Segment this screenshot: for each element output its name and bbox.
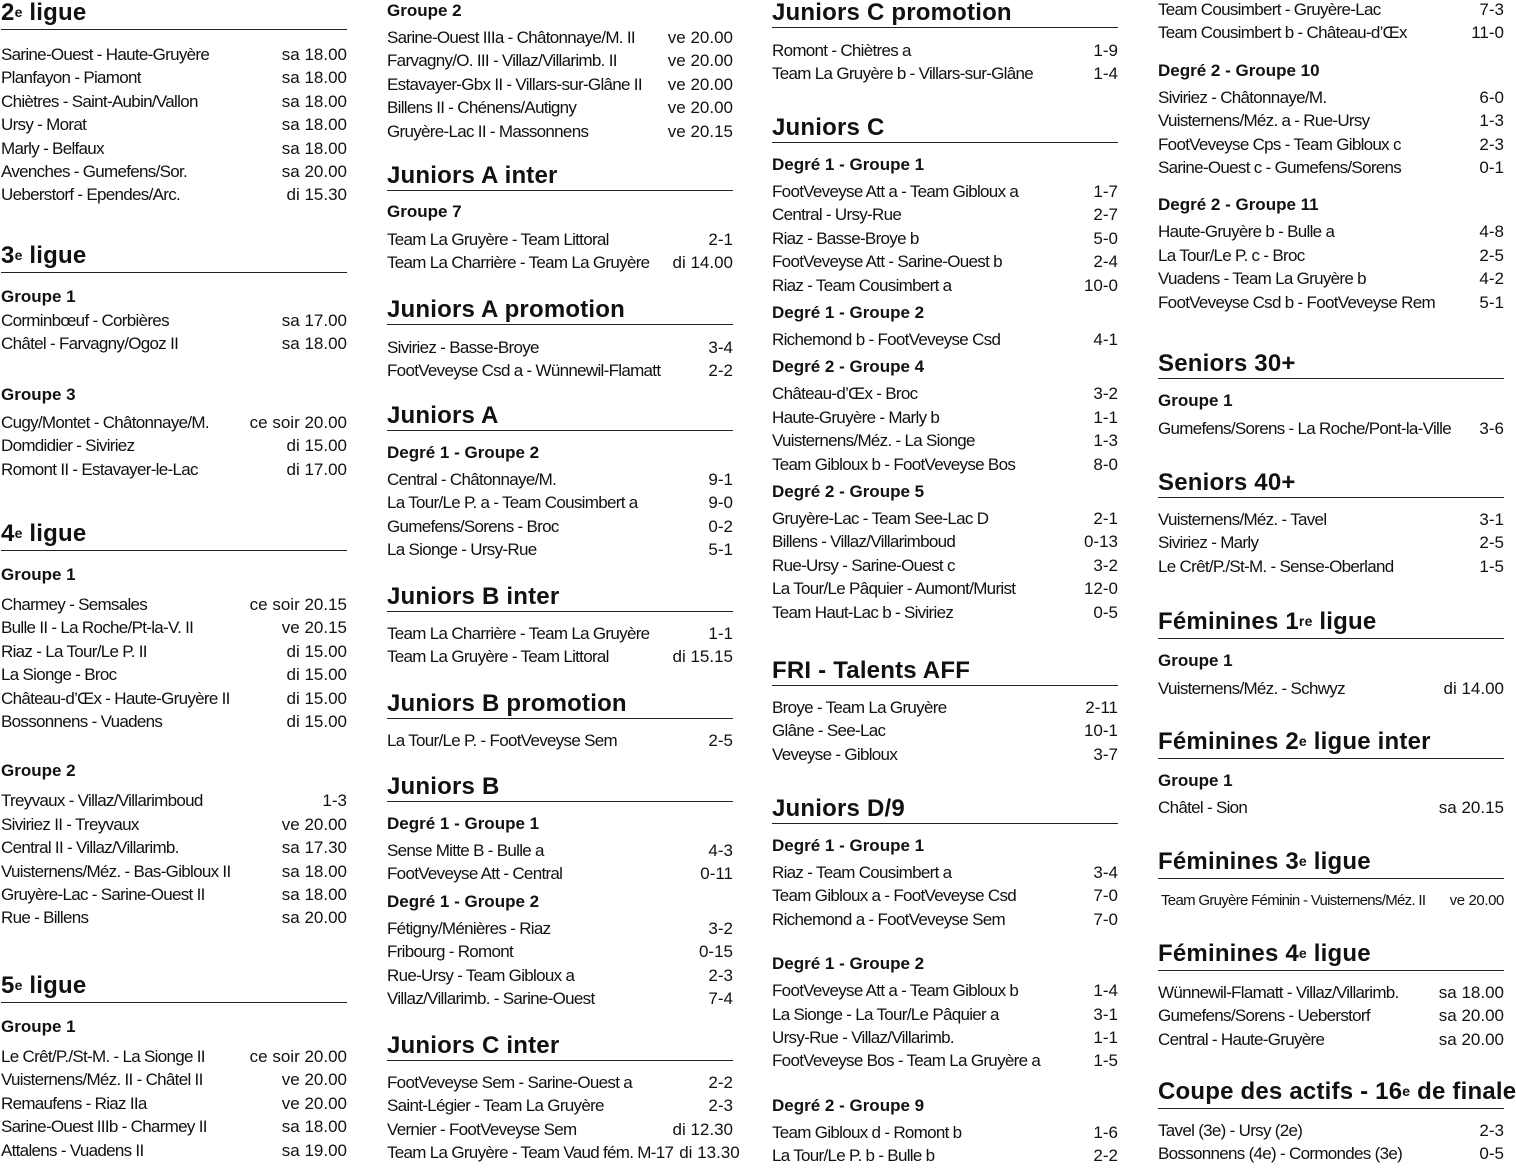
section [1,973,347,1162]
match-row: Le Crêt/P./St-M. - Sense-Oberland 1-5 [1158,556,1504,576]
section-title: Seniors 40+ [1158,470,1504,498]
section-title: Féminines 4e ligue [1158,941,1504,971]
section [387,691,733,752]
group-title: Groupe 1 [1,287,76,306]
section-title: Juniors C promotion [772,0,1118,28]
match-row: Vuisternens/Méz. - La Sionge 1-3 [772,431,1118,451]
section-title: Juniors D/9 [772,796,1118,824]
match-row: Vuisternens/Méz. - Bas-Gibloux II sa 18.00 [1,861,347,881]
group-title: Degré 2 - Groupe 10 [1158,60,1320,80]
match-row: Haute-Gruyère - Marly b 1-1 [772,407,1118,427]
section [1158,729,1504,819]
match-row: FootVeveyse Sem - Sarine-Ouest a 2-2 [387,1073,733,1092]
match-row: Gumefens/Sorens - Ueberstorf sa 20.00 [1158,1006,1504,1026]
match-row: Farvagny/O. III - Villaz/Villarimb. II ve 20.00 [387,51,733,71]
match-row: Treyvaux - Villaz/Villarimboud 1-3 [1,791,347,811]
section-title: Féminines 2e ligue inter [1158,729,1504,759]
group-title: Degré 2 - Groupe 11 [1158,195,1319,215]
match-row: Team La Gruyère - Team Vaud fém. M-17 di 13.30 [387,1143,740,1163]
match-row: Siviriez - Châtonnaye/M. 6-0 [1158,87,1504,107]
match-row: La Sionge - Broc di 15.00 [1,665,347,685]
match-row: Vuisternens/Méz. - Tavel 3-1 [1158,510,1504,529]
section-title: Féminines 3e ligue [1158,849,1504,879]
group-title: Groupe 2 [387,1,462,20]
group-title: Degré 1 - Groupe 2 [772,303,925,323]
group-title: Groupe 2 [1,761,76,781]
match-row: Vuadens - Team La Gruyère b 4-2 [1158,269,1504,289]
match-row: FootVeveyse Att - Central 0-11 [387,864,733,884]
match-row: Vernier - FootVeveyse Sem di 12.30 [387,1119,733,1139]
group-title: Degré 2 - Groupe 5 [772,482,925,502]
match-row: Team Cousimbert - Gruyère-Lac 7-3 [1158,0,1504,19]
match-row: Sarine-Ouest IIIa - Châtonnaye/M. II ve 20.00 [387,28,733,47]
match-row: Rue-Ursy - Team Gibloux a 2-3 [387,965,733,985]
match-row: Tavel (3e) - Ursy (2e) 2-3 [1158,1121,1504,1140]
match-row: Cugy/Montet - Châtonnaye/M. ce soir 20.00 [1,412,347,432]
match-row: FootVeveyse Att a - Team Gibloux a 1-7 [772,182,1118,201]
match-row: Team La Gruyère - Team Littoral 2-1 [387,230,733,249]
match-row: La Sionge - La Tour/Le Pâquier a 3-1 [772,1004,1118,1024]
section-title: Coupe des actifs - 16e de finale [1158,1079,1504,1109]
section [1158,0,1504,314]
match-row: Ursy - Morat sa 18.00 [1,115,347,135]
match-row: Billens - Villaz/Villarimboud 0-13 [772,532,1118,552]
match-row: Gruyère-Lac - Team See-Lac D 2-1 [772,509,1118,529]
match-row: Siviriez II - Treyvaux ve 20.00 [1,814,347,834]
match-row: Planfayon - Piamont sa 18.00 [1,68,347,88]
match-row: Château-d’Œx - Broc 3-2 [772,384,1118,404]
match-row: Châtel - Sion sa 20.15 [1158,798,1504,817]
match-row: Sarine-Ouest - Haute-Gruyère sa 18.00 [1,45,347,64]
match-row: Riaz - Basse-Broye b 5-0 [772,228,1118,248]
section-title: 5e ligue [1,973,347,1003]
section [772,0,1118,86]
match-row: La Tour/Le P. b - Bulle b 2-2 [772,1146,1118,1166]
section [1,0,347,207]
match-row: Sarine-Ouest c - Gumefens/Sorens 0-1 [1158,158,1504,178]
match-row: Le Crêt/P./St-M. - La Sionge II ce soir 20.00 [1,1047,347,1066]
match-row: Billens II - Chénens/Autigny ve 20.00 [387,98,733,118]
match-row: FootVeveyse Cps - Team Gibloux c 2-3 [1158,134,1504,154]
section [387,163,733,275]
match-row: Vuisternens/Méz. a - Rue-Ursy 1-3 [1158,111,1504,131]
section [387,0,733,143]
match-row: Ursy-Rue - Villaz/Villarimb. 1-1 [772,1028,1118,1048]
match-row: Corminbœuf - Corbières sa 17.00 [1,311,347,330]
group-title: Degré 1 - Groupe 1 [772,155,925,174]
group-title: Groupe 7 [387,202,462,221]
section-title: Juniors A inter [387,163,733,191]
section [1158,941,1504,1051]
match-row: Fribourg - Romont 0-15 [387,942,733,962]
match-row: Saint-Légier - Team La Gruyère 2-3 [387,1096,733,1116]
match-row: FootVeveyse Att - Sarine-Ouest b 2-4 [772,252,1118,272]
section [387,403,733,562]
match-row: Riaz - Team Cousimbert a 3-4 [772,863,1118,882]
match-row: Team Cousimbert b - Château-d’Œx 11-0 [1158,23,1504,43]
group-title: Degré 1 - Groupe 2 [772,954,925,974]
match-row: Team Gruyère Féminin - Vuisternens/Méz. II ve 20.00 [1161,892,1504,909]
section [1,243,347,481]
match-row: FootVeveyse Bos - Team La Gruyère a 1-5 [772,1051,1118,1071]
match-row: La Tour/Le Pâquier - Aumont/Murist 12-0 [772,579,1118,599]
group-title: Degré 1 - Groupe 1 [387,814,540,833]
match-row: Châtel - Farvagny/Ogoz II sa 18.00 [1,334,347,354]
match-row: Central II - Villaz/Villarimb. sa 17.30 [1,838,347,858]
match-row: Domdidier - Siviriez di 15.00 [1,436,347,456]
section-title: Féminines 1re ligue [1158,609,1504,639]
match-row: La Tour/Le P. - FootVeveyse Sem 2-5 [387,731,733,750]
section-title: Seniors 30+ [1158,351,1504,379]
match-row: Gruyère-Lac - Sarine-Ouest II sa 18.00 [1,885,347,905]
match-row: Central - Châtonnaye/M. 9-1 [387,470,733,489]
match-row: Romont - Chiètres a 1-9 [772,41,1118,60]
match-row: Wünnewil-Flamatt - Villaz/Villarimb. sa 18.00 [1158,983,1504,1002]
match-row: La Tour/Le P. a - Team Cousimbert a 9-0 [387,493,733,513]
group-title: Groupe 1 [1158,391,1233,410]
match-row: Villaz/Villarimb. - Sarine-Ouest 7-4 [387,989,733,1009]
match-row: Central - Haute-Gruyère sa 20.00 [1158,1029,1504,1049]
match-row: FootVeveyse Csd a - Wünnewil-Flamatt 2-2 [387,361,733,381]
section [387,1032,740,1165]
match-row: Bulle II - La Roche/Pt-la-V. II ve 20.15 [1,618,347,638]
match-row: Central - Ursy-Rue 2-7 [772,205,1118,225]
match-row: Team La Charrière - Team La Gruyère 1-1 [387,624,733,643]
match-row: Team Gibloux b - FootVeveyse Bos 8-0 [772,454,1118,474]
match-row: Estavayer-Gbx II - Villars-sur-Glâne II ve 20.00 [387,74,733,94]
match-row: Rue - Billens sa 20.00 [1,908,347,928]
match-row: Rue-Ursy - Sarine-Ouest c 3-2 [772,555,1118,575]
match-row: Avenches - Gumefens/Sor. sa 20.00 [1,162,347,182]
section-title: Juniors A promotion [387,297,733,325]
match-row: Team Gibloux d - Romont b 1-6 [772,1122,1118,1142]
match-row: Veveyse - Gibloux 3-7 [772,744,1118,764]
section [1158,609,1504,700]
match-row: Vuisternens/Méz. - Schwyz di 14.00 [1158,679,1504,698]
group-title: Degré 2 - Groupe 9 [772,1095,925,1115]
group-title: Groupe 1 [1,565,76,584]
match-row: Bossonnens - Vuadens di 15.00 [1,712,347,732]
match-row: Haute-Gruyère b - Bulle a 4-8 [1158,222,1504,242]
group-title: Degré 1 - Groupe 2 [387,891,540,911]
section [1158,849,1504,912]
match-row: Riaz - La Tour/Le P. II di 15.00 [1,641,347,661]
group-title: Groupe 1 [1158,771,1233,790]
match-row: Vuisternens/Méz. II - Châtel II ve 20.00 [1,1070,347,1090]
section [1,521,347,930]
group-title: Groupe 1 [1158,651,1233,670]
match-row: Attalens - Vuadens II sa 19.00 [1,1140,347,1160]
section [387,584,733,669]
section-title: Juniors B [387,774,733,802]
section [387,774,733,1010]
section-title: Juniors C [772,115,1118,143]
match-row: Sarine-Ouest IIIb - Charmey II sa 18.00 [1,1117,347,1137]
section-title: Juniors C inter [387,1033,733,1061]
match-row: Team La Gruyère b - Villars-sur-Glâne 1-4 [772,64,1118,84]
match-row: FootVeveyse Att a - Team Gibloux b 1-4 [772,981,1118,1001]
section-title: 2e ligue [1,0,347,30]
match-row: Richemond b - FootVeveyse Csd 4-1 [772,330,1118,350]
match-row: Bossonnens (4e) - Cormondes (3e) 0-5 [1158,1144,1504,1164]
match-row: Charmey - Semsales ce soir 20.15 [1,595,347,614]
section-title: FRI - Talents AFF [772,658,1118,686]
section [387,297,733,383]
match-row: Team Haut-Lac b - Siviriez 0-5 [772,602,1118,622]
match-row: Chiètres - Saint-Aubin/Vallon sa 18.00 [1,91,347,111]
match-row: Château-d’Œx - Haute-Gruyère II di 15.00 [1,688,347,708]
group-title: Groupe 3 [1,384,76,404]
section-title: 3e ligue [1,243,347,273]
match-row: Marly - Belfaux sa 18.00 [1,138,347,158]
match-row: Romont II - Estavayer-le-Lac di 17.00 [1,459,347,479]
section-title: Juniors B promotion [387,691,733,719]
group-title: Groupe 1 [1,1017,76,1036]
section [772,658,1118,766]
match-row: Siviriez - Basse-Broye 3-4 [387,338,733,357]
section [772,115,1118,624]
match-row: Team La Charrière - Team La Gruyère di 14.00 [387,253,733,273]
section-title: Juniors B inter [387,584,733,612]
match-row: La Tour/Le P. c - Broc 2-5 [1158,245,1504,265]
match-row: Riaz - Team Cousimbert a 10-0 [772,275,1118,295]
match-row: Sense Mitte B - Bulle a 4-3 [387,841,733,860]
match-row: Siviriez - Marly 2-5 [1158,533,1504,553]
match-row: Team La Gruyère - Team Littoral di 15.15 [387,647,733,667]
group-title: Degré 2 - Groupe 4 [772,357,925,377]
section [772,796,1118,1168]
match-row: Broye - Team La Gruyère 2-11 [772,698,1118,717]
match-row: Fétigny/Ménières - Riaz 3-2 [387,918,733,938]
match-row: La Sionge - Ursy-Rue 5-1 [387,540,733,560]
match-row: Ueberstorf - Ependes/Arc. di 15.30 [1,185,347,205]
group-title: Degré 1 - Groupe 1 [772,836,925,855]
match-row: Team Gibloux a - FootVeveyse Csd 7-0 [772,886,1118,906]
section-title: 4e ligue [1,521,347,551]
match-row: FootVeveyse Csd b - FootVeveyse Rem 5-1 [1158,292,1504,312]
group-title: Degré 1 - Groupe 2 [387,443,540,462]
match-row: Remaufens - Riaz IIa ve 20.00 [1,1093,347,1113]
match-row: Gumefens/Sorens - Broc 0-2 [387,516,733,536]
match-row: Gruyère-Lac II - Massonnens ve 20.15 [387,121,733,141]
match-row: Richemond a - FootVeveyse Sem 7-0 [772,909,1118,929]
section [1158,470,1504,578]
match-row: Glâne - See-Lac 10-1 [772,721,1118,741]
section-title: Juniors A [387,403,733,431]
section [1158,351,1504,440]
section [1158,1078,1516,1166]
match-row: Gumefens/Sorens - La Roche/Pont-la-Ville 3-6 [1158,419,1504,438]
